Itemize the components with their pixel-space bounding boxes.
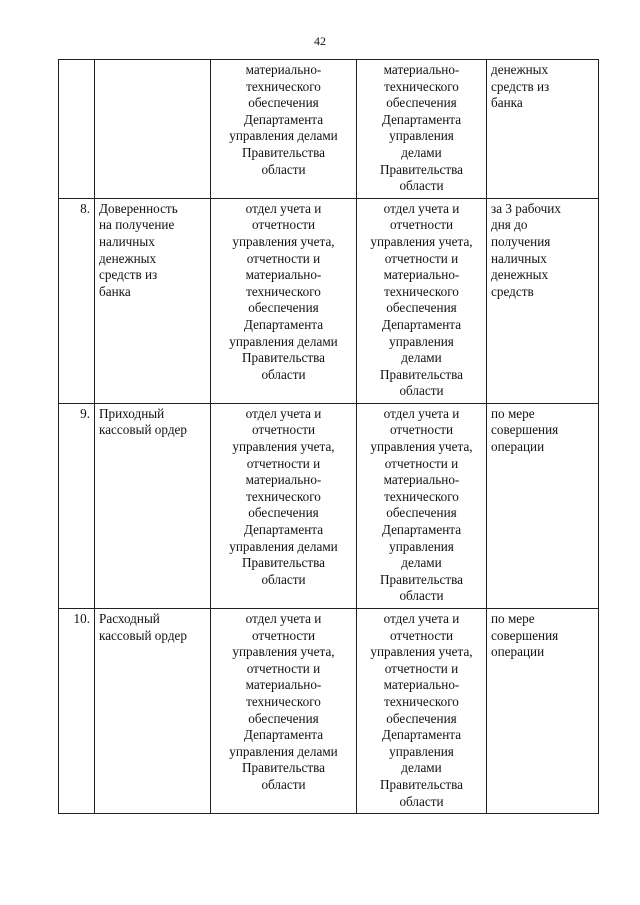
- row-number-cell: 9.: [59, 403, 95, 608]
- cell-line: Доверенность: [99, 200, 178, 216]
- cell-line: управления: [389, 538, 454, 554]
- cell-line: операции: [491, 644, 545, 660]
- cell-line: управления делами: [229, 128, 338, 144]
- cell-line: отчетности и: [246, 250, 321, 266]
- cell-line: отдел учета и: [245, 405, 322, 421]
- cell-line: Приходный: [99, 405, 165, 421]
- cell-line: отчетности: [251, 422, 316, 438]
- row-number-cell: 10.: [59, 609, 95, 814]
- submitter-cell: [357, 60, 487, 199]
- cell-line: наличных: [99, 233, 155, 249]
- cell-line: по мере: [491, 611, 535, 626]
- cell-line: обеспечения: [386, 505, 457, 521]
- term-cell: [487, 403, 599, 608]
- cell-line: дня до: [491, 217, 528, 233]
- cell-line: Правительства: [380, 161, 463, 177]
- cell-line: технического: [384, 693, 459, 709]
- cell-line: материально-: [245, 677, 322, 693]
- cell-line: отдел учета и: [245, 611, 322, 626]
- cell-line: Департамента: [381, 111, 462, 127]
- cell-line: Правительства: [380, 571, 463, 587]
- term-cell: [487, 60, 599, 199]
- cell-line: Департамента: [381, 316, 462, 332]
- cell-line: по мере: [491, 405, 535, 421]
- cell-line: технического: [246, 283, 321, 299]
- cell-line: отдел учета и: [383, 200, 460, 216]
- cell-line: управления: [389, 333, 454, 349]
- cell-line: управления учета,: [232, 233, 335, 249]
- table-row: [59, 403, 599, 608]
- cell-line: области: [399, 178, 444, 194]
- cell-line: управления: [389, 743, 454, 759]
- cell-line: денежных: [491, 267, 549, 283]
- cell-line: материально-: [383, 472, 460, 488]
- cell-line: материально-: [245, 62, 322, 77]
- cell-line: технического: [384, 78, 459, 94]
- cell-line: Правительства: [242, 350, 325, 366]
- cell-line: отдел учета и: [383, 405, 460, 421]
- cell-line: Правительства: [380, 776, 463, 792]
- cell-line: материально-: [383, 267, 460, 283]
- cell-line: делами: [401, 350, 442, 366]
- cell-line: Правительства: [380, 366, 463, 382]
- cell-line: Правительства: [242, 760, 325, 776]
- cell-line: обеспечения: [248, 505, 319, 521]
- cell-line: управления учета,: [370, 439, 473, 455]
- cell-line: Департамента: [243, 111, 324, 127]
- developer-cell: [211, 609, 357, 814]
- cell-line: за 3 рабочих: [491, 200, 561, 216]
- cell-line: обеспечения: [386, 95, 457, 111]
- cell-line: области: [399, 383, 444, 399]
- developer-cell: [211, 403, 357, 608]
- cell-line: отчетности: [389, 217, 454, 233]
- cell-line: материально-: [383, 62, 460, 77]
- cell-line: области: [261, 161, 306, 177]
- cell-line: совершения: [491, 627, 559, 643]
- cell-line: отчетности: [251, 217, 316, 233]
- cell-line: отчетности: [251, 627, 316, 643]
- cell-line: области: [261, 776, 306, 792]
- document-name-cell: [95, 609, 211, 814]
- cell-line: области: [261, 366, 306, 382]
- cell-line: управления: [389, 128, 454, 144]
- cell-line: отчетности: [389, 422, 454, 438]
- cell-line: материально-: [383, 677, 460, 693]
- submitter-cell: [357, 198, 487, 403]
- cell-line: наличных: [491, 250, 547, 266]
- cell-line: получения: [491, 233, 551, 249]
- cell-line: делами: [401, 555, 442, 571]
- cell-line: технического: [246, 488, 321, 504]
- cell-line: банка: [491, 95, 523, 111]
- cell-line: делами: [401, 760, 442, 776]
- cell-line: делами: [401, 144, 442, 160]
- term-cell: [487, 198, 599, 403]
- term-cell: [487, 609, 599, 814]
- cell-line: Правительства: [242, 144, 325, 160]
- cell-line: области: [399, 793, 444, 809]
- cell-line: средств: [491, 283, 534, 299]
- cell-line: Департамента: [243, 522, 324, 538]
- cell-line: материально-: [245, 267, 322, 283]
- cell-line: управления делами: [229, 333, 338, 349]
- submitter-cell: [357, 609, 487, 814]
- row-number-cell: [59, 60, 95, 199]
- developer-cell: [211, 198, 357, 403]
- cell-line: управления учета,: [370, 644, 473, 660]
- cell-line: денежных: [99, 250, 157, 266]
- page-number: 42: [314, 34, 326, 48]
- cell-line: Департамента: [243, 727, 324, 743]
- cell-line: Департамента: [243, 316, 324, 332]
- cell-line: управления делами: [229, 538, 338, 554]
- table-row: [59, 60, 599, 199]
- cell-line: технического: [384, 283, 459, 299]
- cell-line: управления учета,: [370, 233, 473, 249]
- cell-line: области: [261, 571, 306, 587]
- document-name-cell: [95, 403, 211, 608]
- document-table: [58, 59, 599, 814]
- cell-line: отдел учета и: [245, 200, 322, 216]
- cell-line: операции: [491, 439, 545, 455]
- cell-line: отчетности и: [246, 455, 321, 471]
- cell-line: отчетности и: [384, 660, 459, 676]
- cell-line: банка: [99, 283, 131, 299]
- cell-line: обеспечения: [386, 710, 457, 726]
- row-number-cell: 8.: [59, 198, 95, 403]
- cell-line: Департамента: [381, 727, 462, 743]
- cell-line: управления учета,: [232, 644, 335, 660]
- cell-line: отчетности и: [384, 250, 459, 266]
- cell-line: кассовый ордер: [99, 422, 187, 438]
- cell-line: совершения: [491, 422, 559, 438]
- cell-line: кассовый ордер: [99, 627, 187, 643]
- submitter-cell: [357, 403, 487, 608]
- cell-line: обеспечения: [386, 300, 457, 316]
- cell-line: технического: [246, 78, 321, 94]
- cell-line: управления учета,: [232, 439, 335, 455]
- cell-line: Расходный: [99, 611, 160, 626]
- table-row: [59, 609, 599, 814]
- cell-line: денежных: [491, 62, 549, 77]
- cell-line: Департамента: [381, 522, 462, 538]
- cell-line: средств из: [491, 78, 550, 94]
- table-body: [59, 60, 599, 814]
- cell-line: отчетности и: [246, 660, 321, 676]
- cell-line: обеспечения: [248, 710, 319, 726]
- cell-line: обеспечения: [248, 95, 319, 111]
- cell-line: области: [399, 588, 444, 604]
- cell-line: отчетности: [389, 627, 454, 643]
- document-name-cell: [95, 198, 211, 403]
- cell-line: обеспечения: [248, 300, 319, 316]
- cell-line: материально-: [245, 472, 322, 488]
- cell-line: на получение: [99, 217, 175, 233]
- developer-cell: [211, 60, 357, 199]
- document-name-cell: [95, 60, 211, 199]
- cell-line: отчетности и: [384, 455, 459, 471]
- cell-line: технического: [384, 488, 459, 504]
- table-row: [59, 198, 599, 403]
- cell-line: управления делами: [229, 743, 338, 759]
- cell-line: средств из: [99, 267, 158, 283]
- cell-line: Правительства: [242, 555, 325, 571]
- cell-line: отдел учета и: [383, 611, 460, 626]
- cell-line: технического: [246, 693, 321, 709]
